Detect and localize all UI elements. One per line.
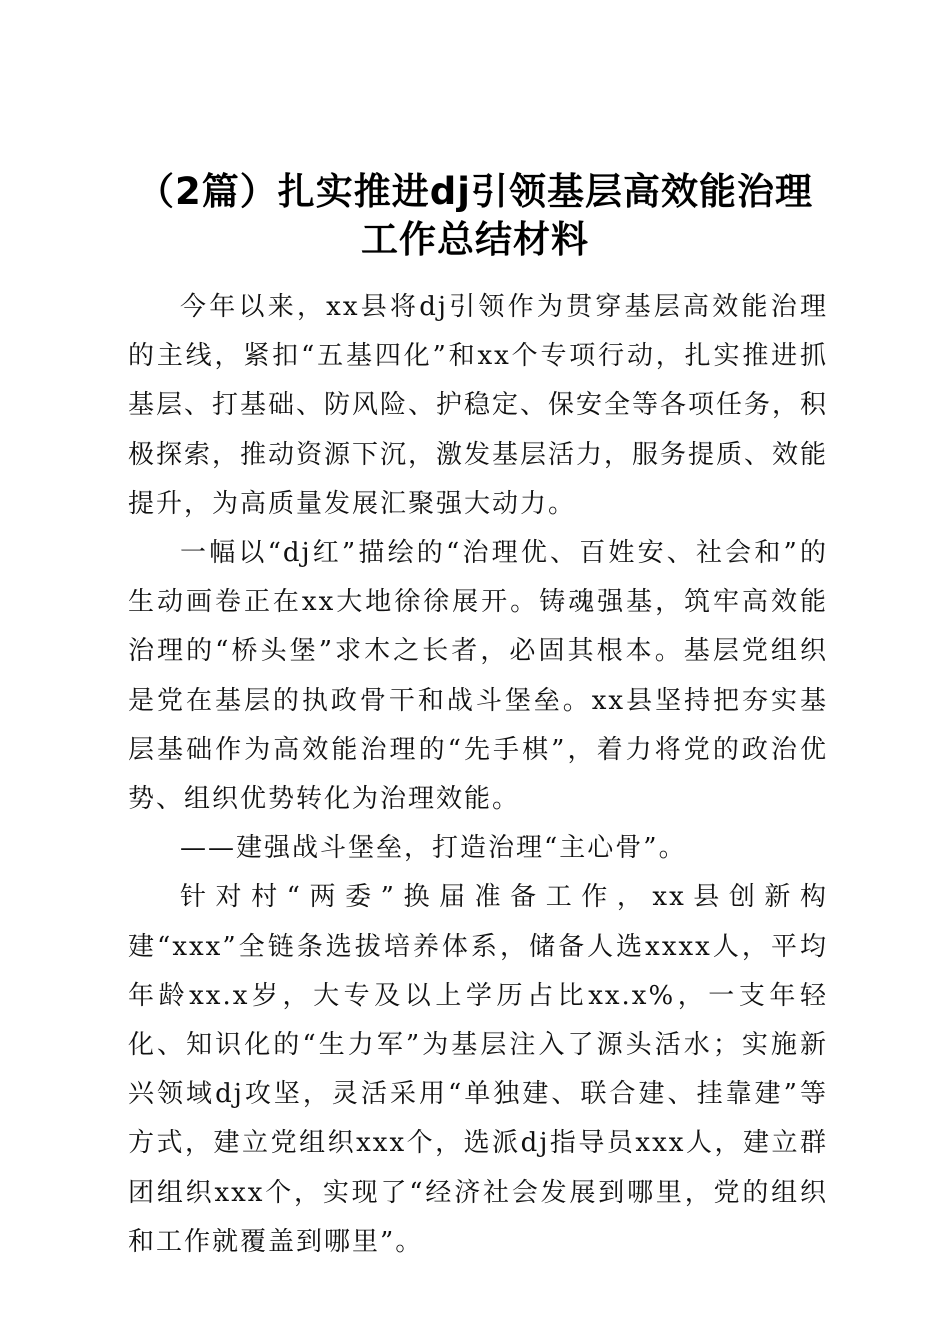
document-title-line-2: 工作总结材料 <box>361 218 589 261</box>
document-title-line-1: （2篇）扎实推进dj引领基层高效能治理 <box>137 170 813 213</box>
paragraph-detail: 针对村“两委”换届准备工作，xx县创新构建“xxx”全链条选拔培养体系，储备人选xxxx人，平均年龄xx.x岁，大专及以上学历占比xx.x%，一支年轻化、知识化的“生力军”为基层注入了源头活水；实施新兴领域dj攻坚，灵活采用“单独建、联合建、挂靠建”等方式，建立党组织xxx个，选派dj指导员xxx人，建立群团组织xxx个，实现了“经济社会发展到哪里，党的组织和工作就覆盖到哪里”。 <box>128 882 828 1257</box>
document-body <box>128 283 828 1267</box>
paragraph-overview: 一幅以“dj红”描绘的“治理优、百姓安、社会和”的生动画卷正在xx大地徐徐展开。铸魂强基，筑牢高效能治理的“桥头堡”求木之长者，必固其根本。基层党组织是党在基层的执政骨干和战斗堡垒。xx县坚持把夯实基层基础作为高效能治理的“先手棋”，着力将党的政治优势、组织优势转化为治理效能。 <box>128 538 828 815</box>
section-heading: ——建强战斗堡垒，打造治理“主心骨”。 <box>180 833 687 864</box>
paragraph-intro: 今年以来，xx县将dj引领作为贯穿基层高效能治理的主线，紧扣“五基四化”和xx个专项行动，扎实推进抓基层、打基础、防风险、护稳定、保安全等各项任务，积极探索，推动资源下沉，激发基层活力，服务提质、效能提升，为高质量发展汇聚强大动力。 <box>128 292 829 519</box>
